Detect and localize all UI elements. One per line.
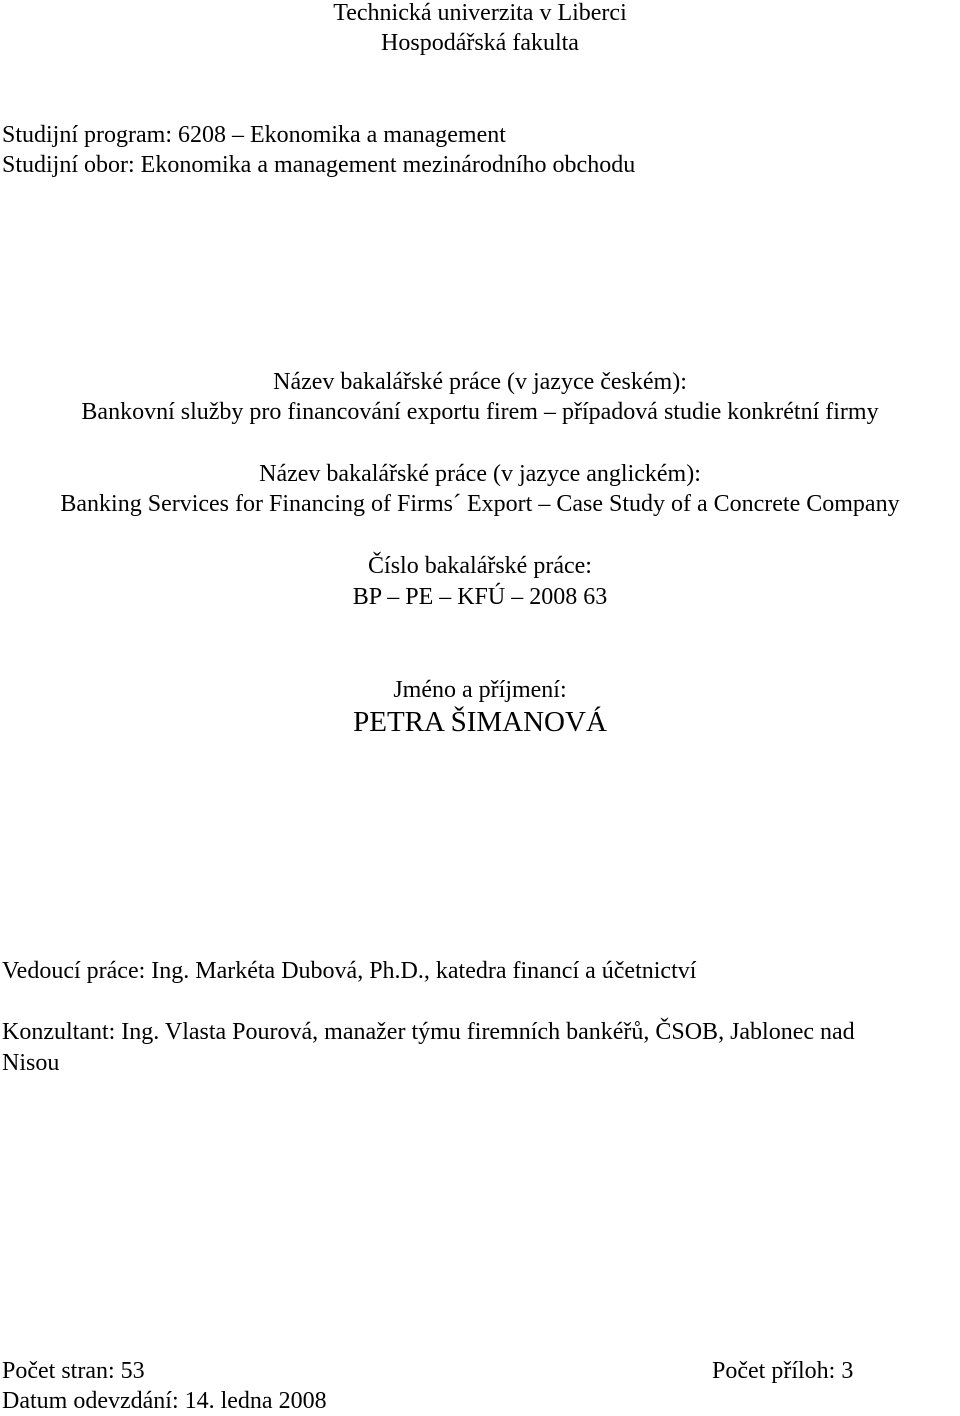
university-name: Technická univerzita v Liberci: [333, 0, 627, 26]
study-program: Studijní program: 6208 – Ekonomika a management: [2, 122, 506, 148]
title-cz-value: Bankovní služby pro financování exportu firem – případová studie konkrétní firmy: [81, 399, 879, 425]
thesis-number-label: Číslo bakalářské práce:: [368, 553, 592, 579]
title-cz-label: Název bakalářské práce (v jazyce českém):: [273, 369, 687, 395]
author-name: PETRA ŠIMANOVÁ: [353, 706, 607, 738]
author-label: Jméno a příjmení:: [393, 677, 567, 703]
thesis-number-value: BP – PE – KFÚ – 2008 63: [352, 584, 608, 610]
submission-date: Datum odevzdání: 14. ledna 2008: [2, 1388, 327, 1414]
consultant-line-2: Nisou: [2, 1050, 60, 1076]
study-field: Studijní obor: Ekonomika a management mezinárodního obchodu: [2, 152, 636, 178]
consultant-line-1: Konzultant: Ing. Vlasta Pourová, manažer týmu firemních bankéřů, ČSOB, Jablonec nad: [2, 1019, 855, 1045]
faculty-name: Hospodářská fakulta: [381, 30, 579, 56]
title-en-value: Banking Services for Financing of Firms´ Export – Case Study of a Concrete Company: [60, 491, 900, 517]
title-en-label: Název bakalářské práce (v jazyce anglickém):: [259, 461, 701, 487]
page-count: Počet stran: 53: [2, 1358, 145, 1384]
attachment-count: Počet příloh: 3: [712, 1358, 854, 1384]
supervisor: Vedoucí práce: Ing. Markéta Dubová, Ph.D., katedra financí a účetnictví: [2, 958, 697, 984]
